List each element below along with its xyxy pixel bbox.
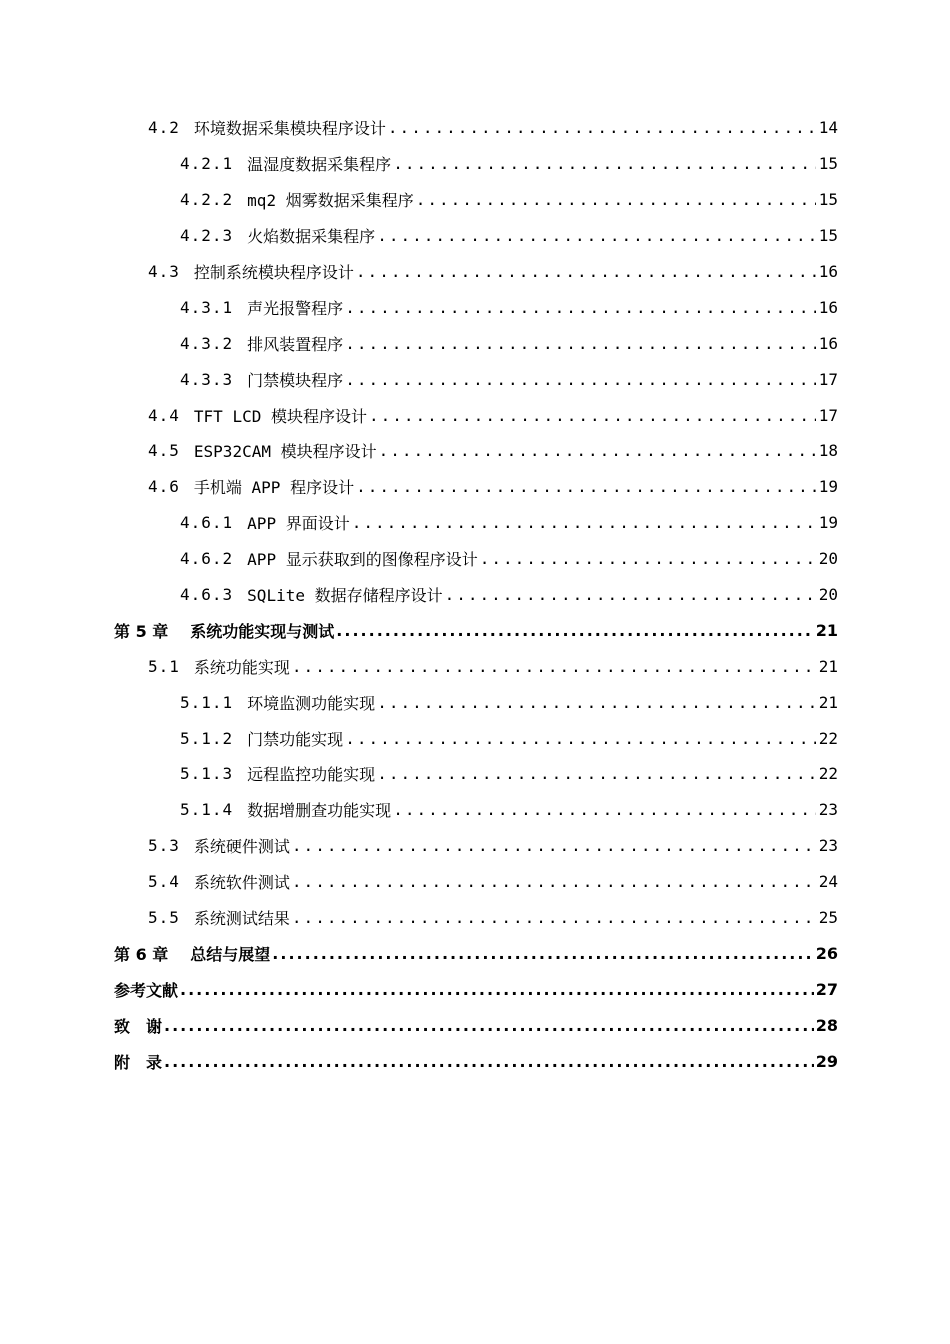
toc-entry-number: 4.3 [148,262,180,281]
toc-chapter-entry[interactable] [114,1007,838,1043]
toc-entry-page: 24 [818,872,838,892]
toc-entry-page: 16 [818,297,838,317]
toc-entry-page: 15 [818,154,838,174]
dot-leader [379,441,816,460]
toc-entry-title: 排风装置程序 [247,334,344,354]
toc-entry-title: 环境数据采集模块程序设计 [193,119,386,139]
toc-entry[interactable] [114,433,838,469]
toc-entry-number: 4.6 [148,477,180,497]
dot-leader [345,370,816,389]
toc-entry-title: 声光报警程序 [247,298,344,318]
dot-leader [272,944,813,963]
dot-leader [369,406,816,425]
toc-entry-number: 5.5 [148,908,180,928]
toc-entry-title: 系统功能实现与测试 [190,621,335,641]
dot-leader [356,477,816,496]
dot-leader [180,980,814,999]
toc-entry-title: 系统测试结果 [193,909,290,929]
toc-entry-title: 致 谢 [114,1016,163,1036]
toc-entry-page: 14 [818,118,838,138]
toc-entry-title: 附 录 [114,1052,163,1072]
toc-entry-page: 21 [818,656,838,676]
toc-entry-page: 20 [818,585,838,605]
toc-entry-page: 22 [818,764,838,784]
dot-leader [480,549,816,568]
dot-leader [292,908,816,927]
dot-leader [393,800,816,819]
dot-leader [336,621,813,640]
toc-entry-page: 16 [818,262,838,281]
dot-leader [292,872,816,891]
toc-entry-page: 15 [818,226,838,246]
toc-entry-page: 29 [815,1051,838,1071]
toc-entry-page: 18 [818,441,838,461]
toc-entry-page: 22 [818,728,838,748]
toc-entry-title: 参考文献 [114,980,179,1000]
toc-chapter-entry[interactable] [114,1043,838,1079]
toc-entry-title: 系统硬件测试 [193,837,290,857]
toc-entry-number: 4.2 [148,118,180,138]
toc-entry-number: 4.2.2 [180,190,234,210]
toc-entry-title: APP 界面设计 [247,514,350,534]
toc-entry-title: 门禁功能实现 [247,729,344,749]
toc-entry-number: 4.6.2 [180,549,234,569]
toc-chapter-entry[interactable] [114,612,838,648]
toc-entry-page: 15 [818,190,838,210]
dot-leader [352,513,816,532]
toc-entry-page: 23 [818,836,838,856]
toc-entry-number: 5.3 [148,836,180,856]
table-of-contents [114,110,838,1079]
toc-entry-number: 4.5 [148,441,180,461]
toc-entry-number: 5.1.4 [180,800,234,820]
dot-leader [164,1052,814,1071]
toc-entry-title: TFT LCD 模块程序设计 [193,406,367,426]
toc-entry[interactable] [114,505,838,541]
toc-entry-number: 5.1 [148,656,180,676]
toc-chapter-entry[interactable] [114,971,838,1007]
toc-entry[interactable] [114,289,838,325]
toc-entry[interactable] [114,577,838,613]
dot-leader [292,836,816,855]
toc-entry-title: 总结与展望 [190,944,271,964]
toc-entry-page: 27 [815,979,838,999]
toc-entry-title: 系统软件测试 [193,873,290,893]
toc-entry[interactable] [114,110,838,146]
toc-entry-title: 系统功能实现 [193,657,290,677]
dot-leader [292,657,816,676]
toc-entry[interactable] [114,541,838,577]
dot-leader [356,262,816,281]
toc-entry-title: SQLite 数据存储程序设计 [247,586,443,606]
toc-entry-title: 门禁模块程序 [247,370,344,390]
toc-entry-number: 4.6.3 [180,585,234,605]
dot-leader [377,693,816,712]
toc-entry-number: 4.3.1 [180,297,234,317]
toc-entry-title: 手机端 APP 程序设计 [193,478,355,498]
toc-entry-number: 5.1.1 [180,692,234,712]
toc-entry-page: 21 [818,692,838,712]
dot-leader [164,1016,814,1035]
toc-entry[interactable] [114,254,838,290]
toc-entry-page: 21 [815,620,838,640]
toc-entry-page: 26 [815,943,838,963]
toc-entry[interactable] [114,756,838,792]
toc-entry[interactable] [114,792,838,828]
toc-entry-title: 数据增删查功能实现 [247,801,392,821]
toc-entry-number: 4.2.3 [180,226,234,246]
toc-entry[interactable] [114,900,838,936]
dot-leader [377,226,816,245]
toc-entry-number: 5.4 [148,872,180,892]
dot-leader [377,764,816,783]
toc-entry[interactable] [114,720,838,756]
dot-leader [345,729,816,748]
toc-entry[interactable] [114,648,838,684]
dot-leader [345,334,816,353]
toc-entry-title: 火焰数据采集程序 [247,227,376,247]
dot-leader [445,585,816,604]
toc-entry-title: 温湿度数据采集程序 [247,155,392,175]
toc-entry-title: ESP32CAM 模块程序设计 [193,442,377,462]
dot-leader [388,118,816,137]
toc-entry[interactable] [114,218,838,254]
toc-entry-page: 19 [818,477,838,497]
toc-chapter-entry[interactable] [114,935,838,971]
dot-leader [416,190,816,209]
toc-entry-number: 4.3.3 [180,369,234,389]
toc-entry-page: 20 [818,549,838,569]
toc-entry[interactable] [114,325,838,361]
toc-entry-title: APP 显示获取到的图像程序设计 [247,550,478,570]
dot-leader [393,154,816,173]
toc-entry[interactable] [114,397,838,433]
toc-entry[interactable] [114,469,838,505]
toc-entry[interactable] [114,828,838,864]
toc-entry-page: 23 [818,800,838,820]
toc-entry-title: 环境监测功能实现 [247,693,376,713]
toc-entry-title: mq2 烟雾数据采集程序 [247,191,414,211]
toc-entry-page: 28 [815,1015,838,1035]
toc-entry-number: 4.2.1 [180,154,234,174]
toc-entry-page: 25 [818,908,838,928]
toc-entry-page: 17 [818,369,838,389]
toc-entry-number: 4.4 [148,405,180,425]
toc-entry-page: 16 [818,333,838,353]
toc-entry-number: 4.6.1 [180,513,234,533]
toc-entry[interactable] [114,684,838,720]
toc-entry-page: 17 [818,405,838,425]
toc-entry-number: 5.1.2 [180,728,234,748]
toc-entry[interactable] [114,182,838,218]
toc-entry-title: 控制系统模块程序设计 [193,263,354,282]
toc-entry-number: 第 6 章 [114,944,169,964]
toc-entry[interactable] [114,361,838,397]
toc-entry-number: 5.1.3 [180,764,234,784]
dot-leader [345,298,816,317]
toc-entry[interactable] [114,146,838,182]
toc-entry-number: 第 5 章 [114,621,169,641]
toc-entry-title: 远程监控功能实现 [247,765,376,785]
toc-entry-page: 19 [818,513,838,533]
toc-entry[interactable] [114,864,838,900]
toc-entry-number: 4.3.2 [180,333,234,353]
